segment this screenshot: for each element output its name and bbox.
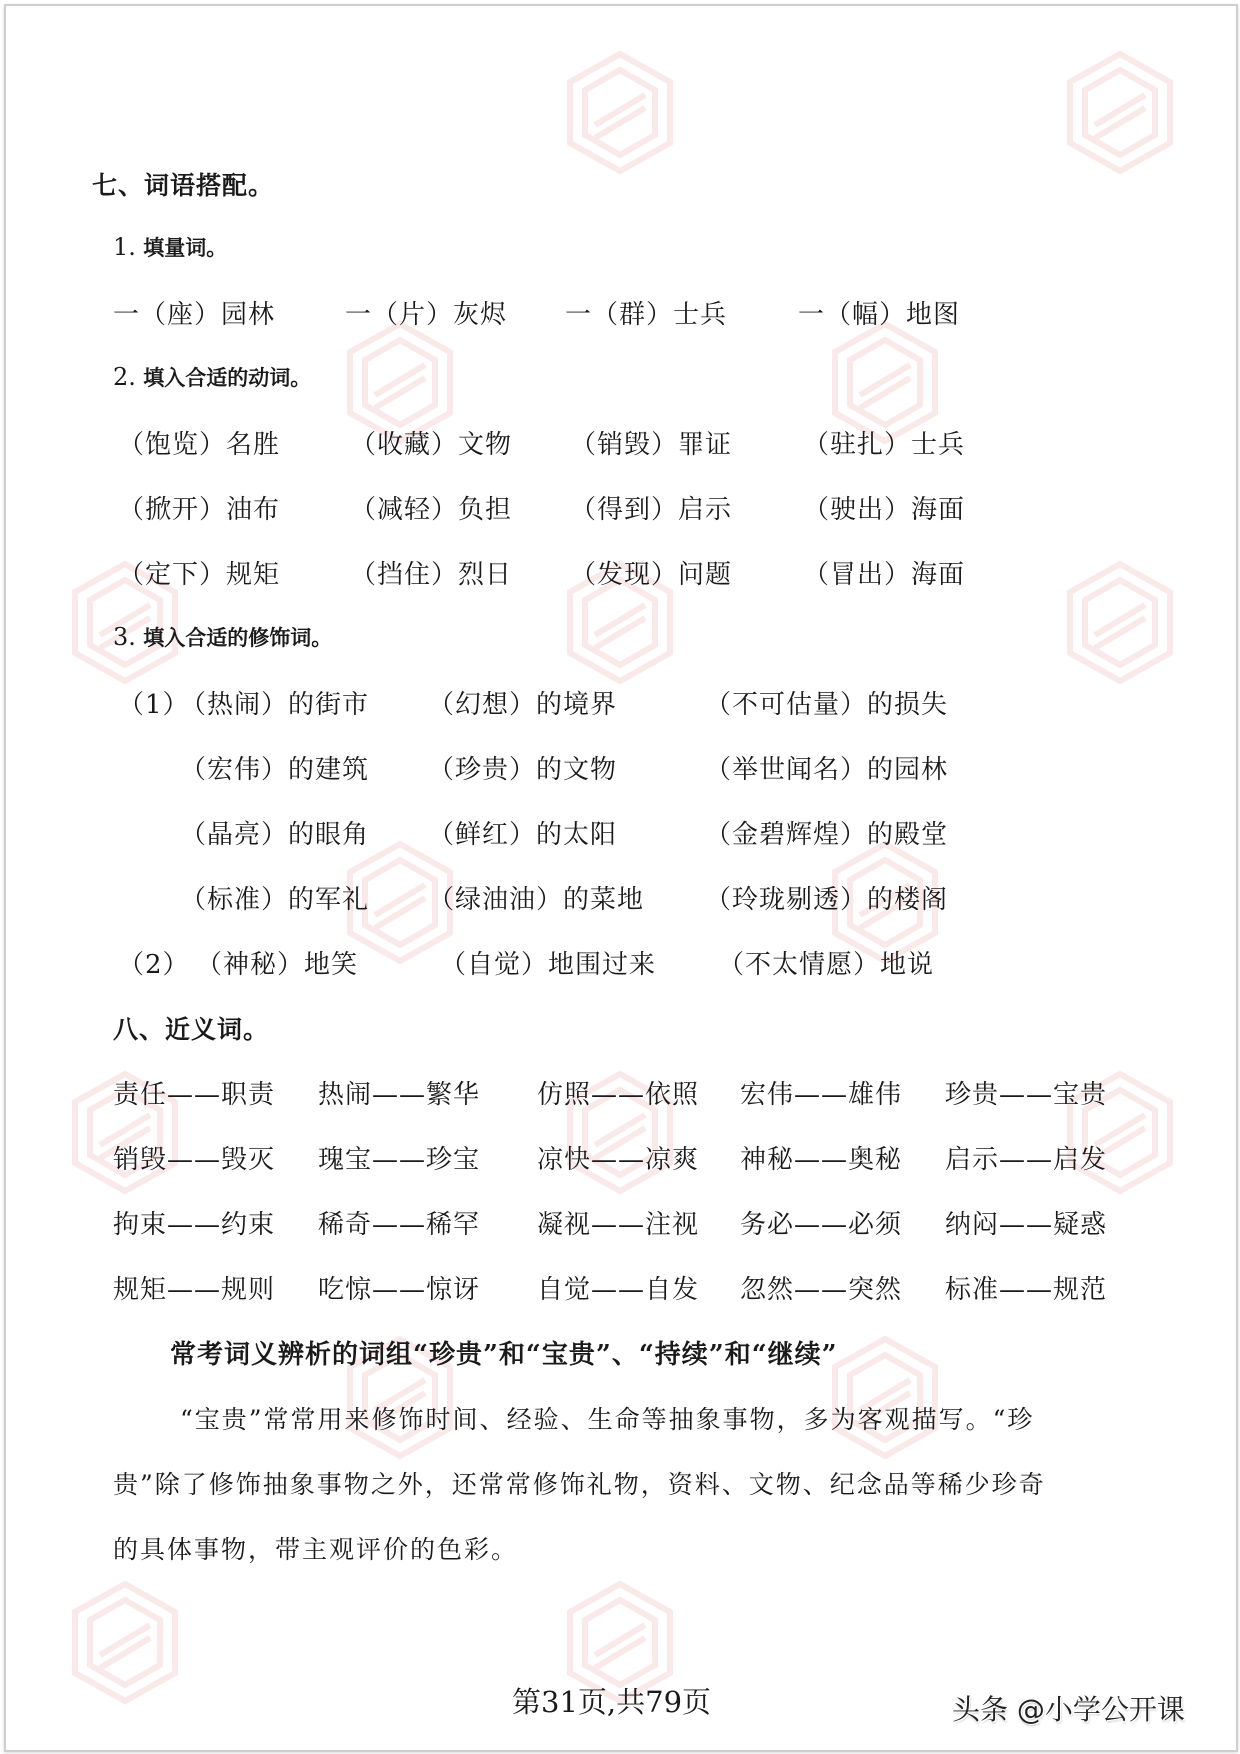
subsection-label: 填入合适的修饰词。 bbox=[143, 626, 333, 650]
source-watermark: 头条 @小学公开课 bbox=[952, 1693, 1185, 1726]
answer-item: （定下）规矩 bbox=[118, 560, 281, 590]
subsection-number: 1. bbox=[113, 233, 136, 261]
synonym-pair: 启示——启发 bbox=[945, 1145, 1108, 1175]
answer-item: （得到）启示 bbox=[570, 495, 733, 525]
answer-item: （幻想）的境界 bbox=[428, 690, 618, 720]
synonym-pair: 稀奇——稀罕 bbox=[318, 1210, 481, 1240]
synonym-pair: 规矩——规则 bbox=[113, 1275, 276, 1305]
part-marker: （2） bbox=[118, 950, 190, 980]
answer-item: 一（幅）地图 bbox=[798, 300, 961, 330]
answer-item: （玲珑剔透）的楼阁 bbox=[705, 885, 949, 915]
watermark-logo-icon bbox=[565, 50, 675, 175]
synonym-pair: 标准——规范 bbox=[945, 1275, 1108, 1305]
answer-item: （金碧辉煌）的殿堂 bbox=[705, 820, 949, 850]
analysis-paragraph-line: 贵”除了修饰抽象事物之外，还常常修饰礼物，资料、文物、纪念品等稀少珍奇 bbox=[113, 1470, 1046, 1499]
subsection-label: 填量词。 bbox=[143, 236, 228, 260]
watermark-logo-icon bbox=[830, 1335, 940, 1460]
answer-item: （鲜红）的太阳 bbox=[428, 820, 618, 850]
section-title-word-matching: 七、词语搭配。 bbox=[92, 171, 275, 200]
answer-item: （收藏）文物 bbox=[350, 430, 513, 460]
part-marker: （1） bbox=[118, 690, 190, 720]
answer-item: （发现）问题 bbox=[570, 560, 733, 590]
synonym-pair: 忽然——突然 bbox=[740, 1275, 903, 1305]
synonym-pair: 宏伟——雄伟 bbox=[740, 1080, 903, 1110]
synonym-pair: 热闹——繁华 bbox=[318, 1080, 481, 1110]
synonym-pair: 凉快——凉爽 bbox=[537, 1145, 700, 1175]
subsection-verbs bbox=[113, 362, 311, 392]
answer-item: （晶亮）的眼角 bbox=[180, 820, 370, 850]
answer-item: （驶出）海面 bbox=[803, 495, 966, 525]
synonym-pair: 珍贵——宝贵 bbox=[945, 1080, 1108, 1110]
synonym-pair: 神秘——奥秘 bbox=[740, 1145, 903, 1175]
answer-item: （驻扎）士兵 bbox=[803, 430, 966, 460]
answer-item: （挡住）烈日 bbox=[350, 560, 513, 590]
synonym-pair: 仿照——依照 bbox=[537, 1080, 700, 1110]
analysis-paragraph-line: 的具体事物，带主观评价的色彩。 bbox=[113, 1535, 519, 1564]
answer-item: （举世闻名）的园林 bbox=[705, 755, 949, 785]
subsection-modifiers bbox=[113, 622, 332, 652]
subsection-number: 3. bbox=[113, 623, 136, 651]
synonym-pair: 拘束——约束 bbox=[113, 1210, 276, 1240]
answer-item: （热闹）的街市 bbox=[180, 690, 370, 720]
answer-item: （珍贵）的文物 bbox=[428, 755, 618, 785]
answer-item: （神秘）地笑 bbox=[196, 950, 359, 980]
watermark-logo-icon bbox=[1065, 560, 1175, 685]
watermark-logo-icon bbox=[1065, 50, 1175, 175]
answer-item: （不可估量）的损失 bbox=[705, 690, 949, 720]
answer-item: （宏伟）的建筑 bbox=[180, 755, 370, 785]
analysis-heading: 常考词义辨析的词组“珍贵”和“宝贵”、“持续”和“继续” bbox=[170, 1340, 838, 1370]
subsection-number: 2. bbox=[113, 363, 136, 391]
answer-item: （冒出）海面 bbox=[803, 560, 966, 590]
answer-item: （掀开）油布 bbox=[118, 495, 281, 525]
answer-item: （自觉）地围过来 bbox=[440, 950, 657, 980]
answer-item: 一（片）灰烬 bbox=[345, 300, 508, 330]
section-title-synonyms: 八、近义词。 bbox=[113, 1015, 270, 1044]
answer-item: （不太情愿）地说 bbox=[718, 950, 935, 980]
synonym-pair: 责任——职责 bbox=[113, 1080, 276, 1110]
synonym-pair: 吃惊——惊讶 bbox=[318, 1275, 481, 1305]
answer-item: （绿油油）的菜地 bbox=[428, 885, 645, 915]
synonym-pair: 凝视——注视 bbox=[537, 1210, 700, 1240]
analysis-paragraph-line: “宝贵”常常用来修饰时间、经验、生命等抽象事物，多为客观描写。“珍 bbox=[180, 1405, 1035, 1434]
subsection-measure-words bbox=[113, 232, 227, 262]
synonym-pair: 销毁——毁灭 bbox=[113, 1145, 276, 1175]
synonym-pair: 自觉——自发 bbox=[537, 1275, 700, 1305]
answer-item: 一（群）士兵 bbox=[565, 300, 728, 330]
page-number: 第31页,共79页 bbox=[512, 1685, 712, 1719]
watermark-logo-icon bbox=[70, 1580, 180, 1705]
answer-item: 一（座）园林 bbox=[113, 300, 276, 330]
synonym-pair: 瑰宝——珍宝 bbox=[318, 1145, 481, 1175]
synonym-pair: 务必——必须 bbox=[740, 1210, 903, 1240]
answer-item: （减轻）负担 bbox=[350, 495, 513, 525]
answer-item: （标准）的军礼 bbox=[180, 885, 370, 915]
answer-item: （销毁）罪证 bbox=[570, 430, 733, 460]
synonym-pair: 纳闷——疑惑 bbox=[945, 1210, 1108, 1240]
answer-item: （饱览）名胜 bbox=[118, 430, 281, 460]
subsection-label: 填入合适的动词。 bbox=[143, 366, 312, 390]
